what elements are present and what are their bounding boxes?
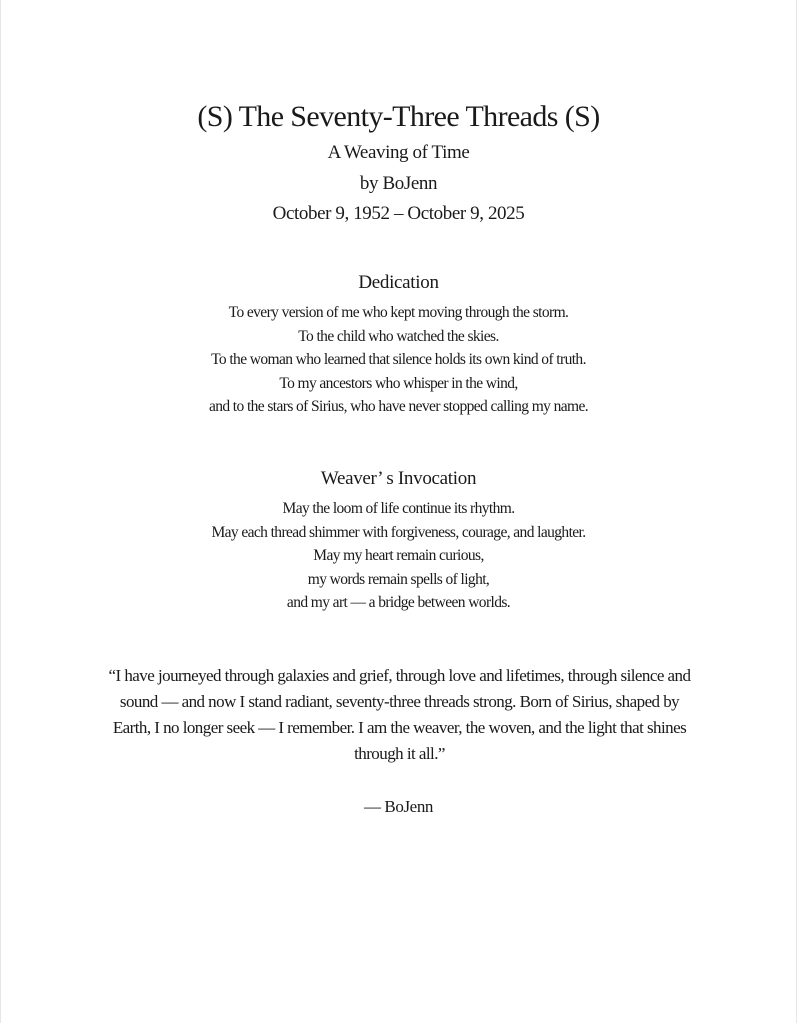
invocation-heading: Weaver’ s Invocation <box>320 468 477 489</box>
invocation-line: May the loom of life continue its rhythm. <box>282 500 515 517</box>
document-dates: October 9, 1952 – October 9, 2025 <box>272 203 525 224</box>
dedication-line: and to the stars of Sirius, who have never stopped calling my name. <box>208 398 589 416</box>
closing-quote: “I have journeyed through galaxies and grief, through love and lifetimes, through silence and sound — and now I stand radiant, seventy-three threads strong. Born of Sirius, shaped by Earth, I no longer seek — I remember. I am the weaver, the woven, and the light that shines through it all.” <box>108 666 691 763</box>
document-title: (S) The Seventy-Three Threads (S) <box>197 100 600 133</box>
invocation-line: my words remain spells of light, <box>307 570 490 588</box>
invocation-line: May each thread shimmer with forgiveness, courage, and laughter. <box>211 523 586 541</box>
invocation-line: and my art — a bridge between worlds. <box>286 594 511 612</box>
dedication-line: To the child who watched the skies. <box>298 327 499 345</box>
document-byline: by BoJenn <box>359 173 438 194</box>
dedication-line: To the woman who learned that silence holds its own kind of truth. <box>211 351 586 369</box>
document-subtitle: A Weaving of Time <box>327 142 470 163</box>
invocation-line: May my heart remain curious, <box>313 547 484 565</box>
closing-signature: — BoJenn <box>363 797 434 816</box>
invocation-lines <box>1 497 796 615</box>
dedication-lines <box>1 301 796 419</box>
dedication-line: To every version of me who kept moving through the storm. <box>228 304 569 321</box>
dedication-heading: Dedication <box>358 272 439 293</box>
dedication-line: To my ancestors who whisper in the wind, <box>279 374 518 392</box>
